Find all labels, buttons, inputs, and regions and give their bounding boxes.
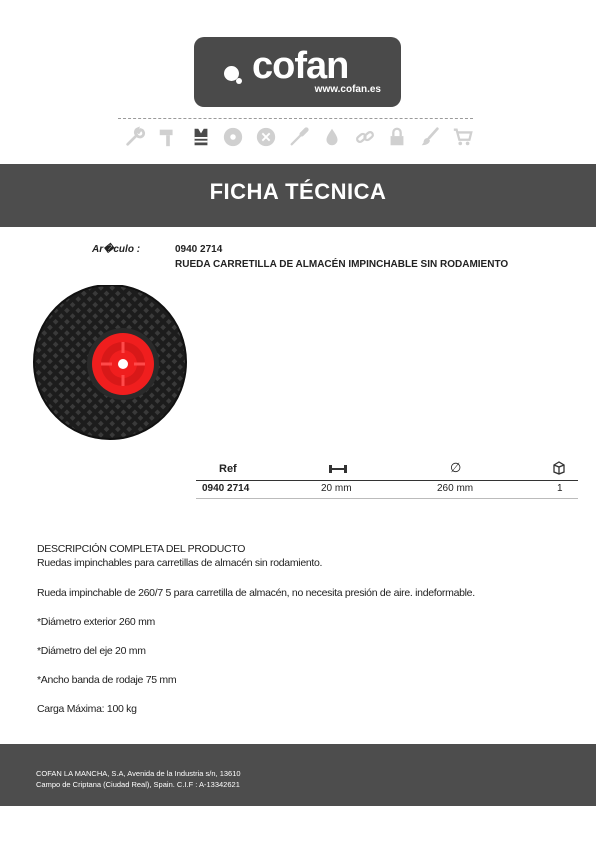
logo-url: www.cofan.es [314, 84, 381, 95]
divider [118, 118, 473, 119]
article-name: RUEDA CARRETILLA DE ALMACÉN IMPINCHABLE SIN RODAMIENTO [175, 259, 509, 270]
description-line: *Diámetro exterior 260 mm [37, 616, 155, 628]
article-code: 0940 2714 [175, 244, 223, 255]
description-line: Ruedas impinchables para carretillas de almacén sin rodamiento. [37, 557, 323, 569]
footer-address-line2: Campo de Criptana (Ciudad Real), Spain. C.I.F : A-13342621 [36, 780, 240, 789]
category-icon-row [124, 125, 474, 149]
description-line: Carga Máxima: 100 kg [37, 703, 137, 715]
page-title: FICHA TÉCNICA [209, 179, 387, 204]
chain-icon [354, 126, 376, 148]
title-banner [0, 164, 596, 227]
cart-icon [452, 126, 474, 148]
disc-icon [222, 126, 244, 148]
cell-axle: 20 mm [321, 483, 352, 494]
col-ref: Ref [219, 463, 237, 475]
description-heading: DESCRIPCIÓN COMPLETA DEL PRODUCTO [37, 543, 246, 555]
table-row [196, 482, 578, 499]
cutting-disc-icon [255, 126, 277, 148]
brush-icon [419, 126, 441, 148]
axle-icon [328, 463, 348, 475]
cell-diameter: 260 mm [437, 483, 474, 494]
table-header [196, 458, 578, 481]
safety-vest-icon [190, 126, 212, 148]
description-line: *Ancho banda de rodaje 75 mm [37, 674, 177, 686]
description-line: Rueda impinchable de 260/7 5 para carretilla de almacén, no necesita presión de aire. indeformable. [37, 587, 475, 599]
footer [0, 744, 596, 806]
footer-address-line1: COFAN LA MANCHA, S.A, Avenida de la Industria s/n, 13610 [36, 769, 241, 778]
brand-logo [194, 37, 401, 107]
cell-units: 1 [557, 483, 563, 494]
article-label: Ar�culo : [92, 244, 141, 255]
padlock-icon [386, 126, 408, 148]
wrench-icon [124, 126, 146, 148]
logo-mark [224, 66, 239, 81]
product-image [33, 285, 188, 440]
logo-text: cofan [252, 45, 349, 87]
screwdriver-icon [288, 126, 310, 148]
description-line: *Diámetro del eje 20 mm [37, 645, 146, 657]
hammer-icon [157, 126, 179, 148]
drop-icon [321, 126, 343, 148]
cell-ref: 0940 2714 [202, 483, 250, 494]
col-diameter: ∅ [450, 460, 462, 475]
box-icon [552, 461, 566, 475]
